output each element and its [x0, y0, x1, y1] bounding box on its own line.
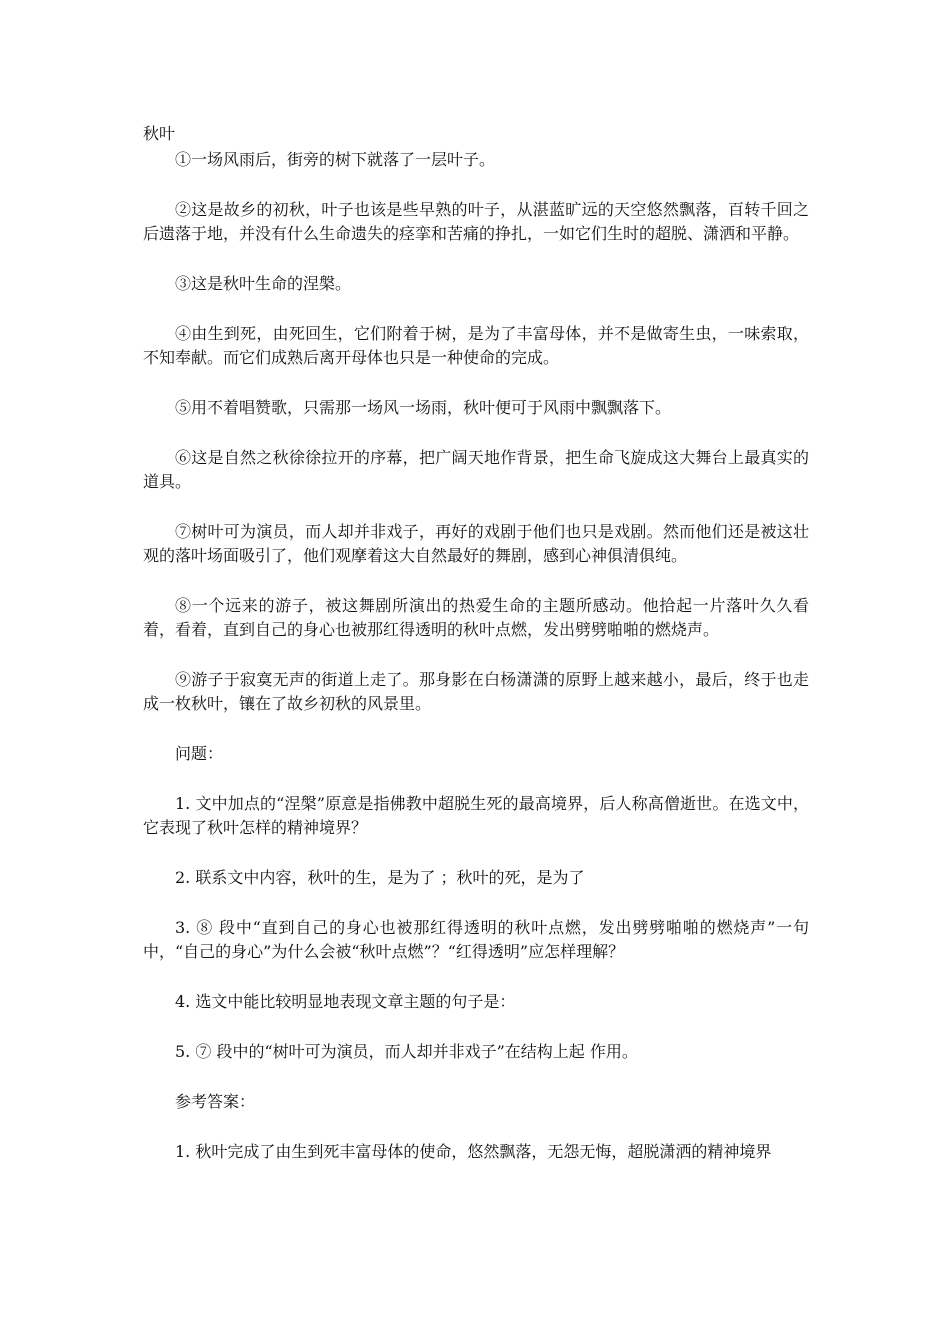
paragraph-1: ①一场风雨后，街旁的树下就落了一层叶子。: [175, 150, 496, 169]
paragraph-6: ⑥这是自然之秋徐徐拉开的序幕，把广阔天地作背景，把生命飞旋成这大舞台上最真实的道具。: [143, 448, 809, 491]
paragraph-9: ⑨游子于寂寞无声的街道上走了。那身影在白杨潇潇的原野上越来越小，最后，终于也走成一枚秋叶，镶在了故乡初秋的风景里。: [143, 670, 809, 713]
question-4: 4. 选文中能比较明显地表现文章主题的句子是：: [175, 992, 516, 1011]
paragraph-3: ③这是秋叶生命的涅槃。: [175, 274, 352, 293]
paragraph-8: ⑧一个远来的游子，被这舞剧所演出的热爱生命的主题所感动。他拾起一片落叶久久看着，看着，直到自己的身心也被那红得透明的秋叶点燃，发出劈劈啪啪的燃烧声。: [143, 596, 809, 639]
question-5: 5. ⑦ 段中的“树叶可为演员，而人却并非戏子”在结构上起 作用。: [175, 1042, 638, 1061]
question-3: 3. ⑧ 段中“直到自己的身心也被那红得透明的秋叶点燃，发出劈劈啪啪的燃烧声”一句中，“自己的身心”为什么会被“秋叶点燃”？“红得透明”应怎样理解？: [143, 918, 809, 961]
answer-1: 1. 秋叶完成了由生到死丰富母体的使命，悠然飘落，无怨无悔，超脱潇洒的精神境界: [175, 1142, 772, 1161]
paragraph-7: ⑦树叶可为演员，而人却并非戏子，再好的戏剧于他们也只是戏剧。然而他们还是被这壮观的落叶场面吸引了，他们观摩着这大自然最好的舞剧，感到心神俱清俱纯。: [143, 522, 809, 565]
question-2: 2. 联系文中内容，秋叶的生，是为了 ；秋叶的死，是为了: [175, 868, 585, 887]
document-page: [143, 122, 809, 1190]
questions-heading: 问题：: [175, 744, 224, 763]
paragraph-2: ②这是故乡的初秋，叶子也该是些早熟的叶子，从湛蓝旷远的天空悠然飘落，百转千回之后遗落于地，并没有什么生命遗失的痉挛和苦痛的挣扎，一如它们生时的超脱、潇洒和平静。: [143, 200, 809, 243]
paragraph-4: ④由生到死，由死回生，它们附着于树，是为了丰富母体，并不是做寄生虫，一味索取，不知奉献。而它们成熟后离开母体也只是一种使命的完成。: [143, 324, 809, 367]
question-1: 1. 文中加点的“涅槃”原意是指佛教中超脱生死的最高境界，后人称高僧逝世。在选文中，它表现了秋叶怎样的精神境界？: [143, 794, 809, 837]
answers-heading: 参考答案：: [175, 1092, 256, 1111]
document-title: 秋叶: [143, 124, 176, 143]
paragraph-5: ⑤用不着唱赞歌，只需那一场风一场雨，秋叶便可于风雨中飘飘落下。: [175, 398, 672, 417]
